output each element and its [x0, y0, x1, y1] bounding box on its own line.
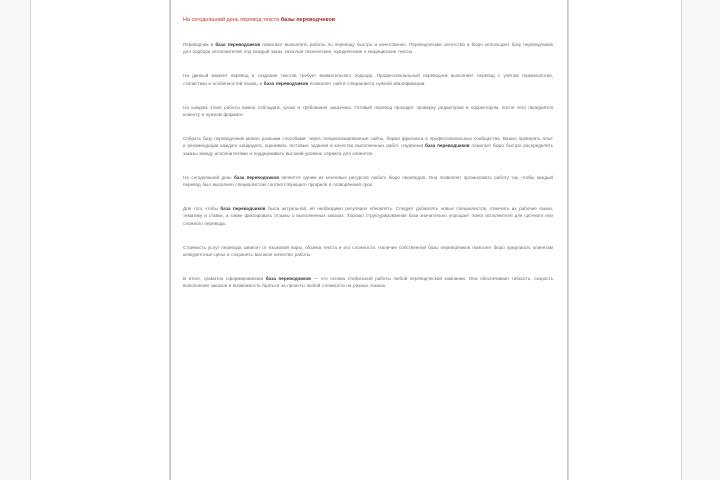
paragraph-keyword: база переводчиков: [234, 174, 280, 180]
document-page: [170, 0, 568, 480]
paragraph: Переводчик и база переводчиков помогают выполнять работы по переводу быстро и качественно. Переводческие агентства и бюро используют базу переводчиков для подбора исполнителей под каждый заказ, включая технические, юридические и медицинские тексты.: [183, 42, 553, 55]
document-body: [183, 41, 553, 290]
paragraph-keyword: база переводчиков: [265, 276, 311, 282]
paragraph: На сегодняшний день база переводчиков является одним из ключевых ресурсов любого бюро переводов. Она позволяет организовать работу так, чтобы каждый перевод был выполнен специалистом соответствующего профиля в оговорённый срок.: [183, 174, 553, 188]
paragraph-keyword: база переводчиков: [215, 42, 261, 47]
paragraph: В итоге, грамотно сформированная база переводчиков — это основа стабильной работы любой переводческой компании. Она обеспечивает гибкость, скорость выполнения заказов и возможность браться за проекты любой сложности на разных языках.: [183, 276, 553, 289]
paragraph: Стоимость услуг перевода зависит от языковой пары, объёма текста и его сложности. Наличие собственной базы переводчиков помогает бюро предлагать клиентам конкурентные цены и сохранять высокое качество работы.: [183, 244, 553, 258]
title-prefix: На сегодняшний день перевод текста: [183, 17, 280, 23]
paragraph: На каждом этапе работы важно соблюдать сроки и требования заказчика. Готовый перевод проходит проверку редактором и корректором, после чего передаётся клиенту в нужном формате.: [183, 104, 553, 118]
right-side-panel: [568, 0, 682, 480]
right-gutter: [682, 0, 720, 480]
paragraph: На данный момент перевод и создание текстов требует внимательного подхода. Профессиональный переводчик выполняет перевод с учётом терминологии, стилистики и особенностей языка, а база переводчиков позволяет найти специалиста нужной квалификации.: [183, 73, 553, 86]
paragraph: Для того чтобы база переводчиков была актуальной, её необходимо регулярно обновлять. Следует добавлять новых специалистов, отмечать их рабочие языки, тематику и ставки, а также фиксировать отзывы о выполненных заказах. Хорошо структурированная база значительно упрощает поиск исполнителя для срочного или сложного перевода.: [183, 206, 553, 226]
document-title: [183, 16, 553, 25]
title-emphasis: базы переводчиков: [280, 17, 336, 23]
left-side-panel: [30, 0, 170, 480]
paragraph: Собрать базу переводчиков можно разными способами: через специализированные сайты, биржи фриланса и профессиональные сообщества. Важно проверять опыт и рекомендации каждого кандидата, оценивать тестовые задания и качество выполненных работ. Надёжная база переводчиков помогает бюро быстро распределять заказы между исполнителями и поддерживать высокий уровень сервиса для клиентов.: [183, 136, 553, 156]
left-gutter: [0, 0, 30, 480]
paragraph-keyword: база переводчиков: [220, 206, 266, 212]
paragraph-keyword: база переводчиков: [424, 143, 470, 149]
paragraph-keyword: база переводчиков: [263, 80, 309, 86]
